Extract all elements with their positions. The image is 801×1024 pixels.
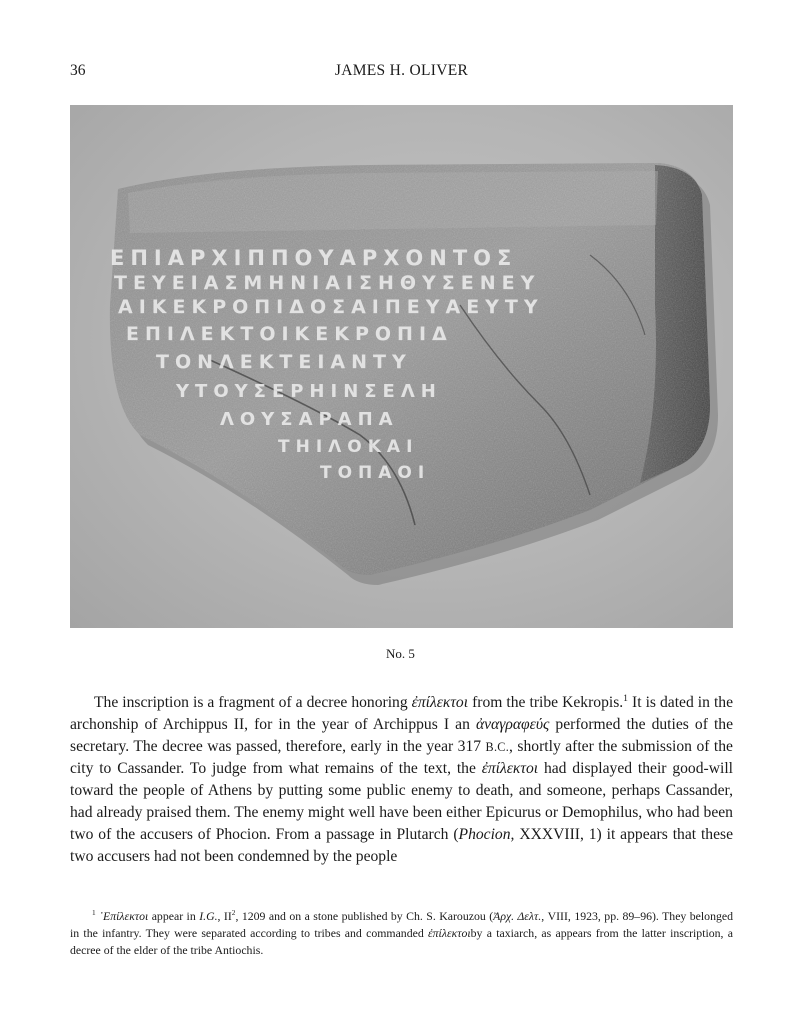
text-run: , VIII, xyxy=(541,909,571,923)
footnote-mark: 1 xyxy=(92,908,96,918)
inscription-line: ΤΟΠΑΟΙ xyxy=(320,463,431,483)
text-run: of the tribe Antiochis. xyxy=(160,943,264,957)
inscription-line: ΤΕΥΕΙΑΣΜΗΝΙΑΙΣΗΘΥΣΕΝΕΥ xyxy=(114,272,541,294)
small-caps-run: B.C. xyxy=(485,740,510,754)
greek-term: ἐπίλεκτοι xyxy=(428,926,471,940)
body-paragraph xyxy=(70,692,733,868)
greek-term: ἀναγραφεύς xyxy=(475,716,550,733)
text-run: appear in xyxy=(148,909,200,923)
text-run: The inscription is a fragment of a decree honoring xyxy=(94,694,412,711)
inscription-photograph xyxy=(70,105,733,628)
text-run: It is dated in the archonship of Archippus II, for in the year of Archippus I an xyxy=(70,694,734,733)
text-run: from the tribe Kekropis. xyxy=(468,694,624,711)
inscription-line: ΤΗΙΛΟΚΑΙ xyxy=(278,437,419,457)
greek-term: Phocion, xyxy=(458,826,515,843)
paragraph xyxy=(70,692,733,868)
text-run: of Athens by putting some public enemy to death, and someone, perhaps Cassander, had xyxy=(70,782,733,821)
inscription-line: ΥΤΟΥΣΕΡΗΙΝΣΕΛΗ xyxy=(176,381,442,402)
inscription-line: ΑΙΚΕΚΡΟΠΙΔΟΣΑΙΠΕΥΑΕΥΤΥ xyxy=(118,296,544,318)
text-run: year 317 xyxy=(426,738,486,755)
inscription-line: ΤΟΝΛΕΚΤΕΙΑΝΤΥ xyxy=(156,351,412,373)
inscription-line: ΛΟΥΣΑΡΑΠΑ xyxy=(220,409,399,430)
text-run: by a taxiarch, as appears from the latter inscription, a decree of the elder xyxy=(70,926,733,957)
page-number: 36 xyxy=(70,62,86,79)
text-run: performed the duties of the secretary. The decree was passed, therefore, early in the xyxy=(70,716,734,755)
italic-run: I.G. xyxy=(199,909,218,923)
text-run: , shortly after the submission of the city to Cassander. To judge from xyxy=(70,738,733,777)
text-run: what remains of the text, the xyxy=(288,760,482,777)
greek-term: Ἀρχ. Δελτ. xyxy=(493,909,542,923)
greek-term: ἐπίλεκτοι xyxy=(481,760,539,777)
text-run: , 1209 and on a stone published by Ch. S. Karouzou ( xyxy=(235,909,494,923)
footnote-paragraph xyxy=(70,908,733,959)
text-run: had displayed their good-will toward the people xyxy=(70,760,733,799)
text-run: already praised them. The enemy might well have been either Epicurus or Demophilus, xyxy=(96,804,643,821)
greek-term: ἐπίλεκτοι xyxy=(411,694,469,711)
superscript: 2 xyxy=(231,908,236,918)
inscription-line: ΕΠΙΛΕΚΤΟΙΚΕΚΡΟΠΙΔ xyxy=(126,323,453,345)
inscription-line: ΕΠΙΑΡΧΙΠΠΟΥΑΡΧΟΝΤΟΣ xyxy=(110,246,518,270)
running-head: JAMES H. OLIVER xyxy=(334,62,469,79)
text-run: 1923, pp. 89–96). They belonged in the infantry. They were separated according to tribes and commanded xyxy=(70,909,734,940)
figure-caption: No. 5 xyxy=(386,646,415,661)
footnote xyxy=(70,908,733,959)
text-run: , II xyxy=(217,909,232,923)
greek-term: ᾿Επίλεκτοι xyxy=(99,909,149,923)
page-header xyxy=(70,62,733,86)
text-run: XXXVIII, 1) it appears that these two accusers had not been condemned by the people xyxy=(70,826,734,865)
stone-fragment-illustration xyxy=(70,105,733,628)
footnote-reference: 1 xyxy=(623,692,628,704)
text-run: who had been two of the accusers of Phocion. From a passage in Plutarch ( xyxy=(70,804,733,843)
